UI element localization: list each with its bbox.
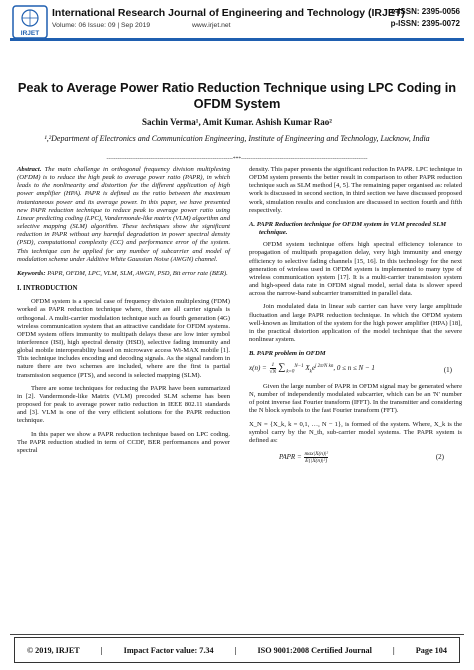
equation-1-body: x(n) = $\frac{1}{√N}$ $\sum_{k=0}^{N-1}$ $X_ke^{j 2\pi/N kn}$, 0 ≤ n ≤ N − 1 bbox=[249, 362, 375, 376]
section-b-paragraph-2: X_N = {X_k, k = 0,1, …, N − 1}, is formed of the system. Where, X_k is the symbol carry by the N_th, sub-carrier model systems. The PAPR system is defined as: bbox=[249, 420, 462, 444]
paper-affiliation: ¹,²Department of Electronics and Communication Engineering, Institute of Engineering and Technology, Lucknow, India bbox=[44, 134, 430, 143]
eissn: e-ISSN: 2395-0056 bbox=[391, 7, 460, 16]
intro-heading: I. INTRODUCTION bbox=[17, 285, 78, 293]
section-b-heading: B. PAPR problem in OFDM bbox=[249, 350, 326, 358]
abstract bbox=[17, 166, 230, 264]
logo-text: IRJET bbox=[20, 30, 40, 37]
footer-sep-2: | bbox=[234, 645, 237, 655]
section-a-paragraph-1: OFDM system technique offers high spectral efficiency tolerance to propagation of multipath propagation delay, very high immunity and energy efficiency to selective fading channels [15, 16]. In this technology for the next generation of wireless used in OFDM system is implemented to many type of wireless communication system [17]. It is a multi-carrier transmission system and high-speed data rate in OFDM signal model, serial data is slower speed across the narrow-band subcarrier transmitted in parallel data. bbox=[249, 241, 462, 298]
intro-paragraph-1: OFDM system is a special case of frequency division multiplexing (FDM) worked as PAPR reduction technique where, there are all carrier signals is orthogonal. A multi-carrier modulation technique such as fourth generation (4G) wireless communication system that an attractive candidate for OFDM systems. OFDM system offers immunity to multipath delays these are low inter symbol interference (ISI), high spectral density (HSD), selective fading immunity and global mobile interoperability based on microwave access Wi-MAX mobile [1]. This technique includes encoding and decoding signals. As the signal random in nature there are two schemes are included, where are the first is partial transmission sequence (PTS), and second is selected mapping (SLM). bbox=[17, 298, 230, 379]
footer-rule bbox=[10, 634, 464, 635]
paper-authors: Sachin Verma¹, Amit Kumar. Ashish Kumar Rao² bbox=[142, 117, 332, 127]
footer-sep-1: | bbox=[100, 645, 103, 655]
equation-2-number: (2) bbox=[435, 453, 444, 462]
equation-1 bbox=[249, 362, 462, 377]
journal-volume bbox=[52, 22, 231, 29]
paper-title: Peak to Average Power Ratio Reduction Technique using LPC Coding in OFDM System bbox=[17, 80, 457, 111]
journal-header bbox=[0, 0, 474, 44]
page-footer bbox=[14, 637, 460, 663]
footer-copyright: © 2019, IRJET bbox=[27, 645, 80, 655]
keywords-text: PAPR, OFDM, LPC, VLM, SLM, AWGN, PSD, Bit error rate (BER). bbox=[45, 269, 228, 277]
left-column bbox=[17, 166, 230, 460]
abstract-label: Abstract. bbox=[17, 166, 42, 173]
section-a-paragraph-2: Join modulated data in linear sub carrier can have very large amplitude fluctuation and large PAPR reduction technique. In which the OFDM system well-known as limitation of the system for the high power amplifier (HPA) [18], in the practical distortion application of the model technique that the severe nonlinear system. bbox=[249, 303, 462, 343]
footer-sep-3: | bbox=[392, 645, 395, 655]
footer-impact: Impact Factor value: 7.34 bbox=[123, 645, 214, 655]
section-b-paragraph-1: Given the large number of PAPR in OFDM signal may be generated where N, number of independently modulated subcarrier, which can be an 'N' number of point inverse fast Fourier transform (IFFT). In the transmitter and considering the N block symbols to the fast Fourier transform (FFT). bbox=[249, 382, 462, 415]
footer-page: Page 104 bbox=[415, 645, 447, 655]
journal-website[interactable]: www.irjet.net bbox=[192, 22, 231, 29]
section-separator: ---------------------------------------------------------------------***--------------------------------------------------------------------- bbox=[106, 156, 368, 162]
equation-2-body: PAPR = $\frac{\text{max|X(n)|²}}{\text{E\{|X(n)|²\}}}$ bbox=[279, 451, 329, 465]
abstract-text: The main challenge in orthogonal frequency division multiplexing (OFDM) is to reduce the high peak to average power ratio (PAPR), in which leads to the nonlinearity and distortion for the different application of high power amplifier (HPA). PAPR is defined as the ratio between the maximum instantaneous power and its average power. In this paper, we have presented new PAPR reduction technique to reduce peak to average power ratio using Linear predicting coding (LPC), Vandermonde-like matrix (VLM) algorithm and selective mapping (SLM) algorithm. These techniques show the significant reduction in PAPR without any harmful degradation in power spectral density (PSD), computational complexity (CC) and performance error of the system. This technique can be applied for any number of subcarrier and model of modulation scheme under Additive White Gaussian Noise (AWGN) channel. bbox=[17, 166, 230, 263]
equation-1-number: (1) bbox=[443, 365, 452, 374]
irjet-logo bbox=[12, 5, 48, 39]
right-paragraph-0: density. This paper presents the significant reduction In PAPR. LPC technique in OFDM system presents the better result in comparison to other PAPR reduction technique such as SLM method [4, 5]. The remaining paper organised as: related work is discussed in second section, in third section we have discussed proposed work, simulation results and conclusion are discussed in section fourth and fifth respectively. bbox=[249, 166, 462, 214]
keywords bbox=[17, 270, 230, 278]
footer-iso: ISO 9001:2008 Certified Journal bbox=[257, 645, 372, 655]
right-column bbox=[249, 166, 462, 470]
keywords-label: Keywords: bbox=[17, 269, 46, 277]
pissn: p-ISSN: 2395-0072 bbox=[390, 19, 460, 28]
header-rule bbox=[10, 38, 464, 41]
volume-issue: Volume: 06 Issue: 09 | Sep 2019 bbox=[52, 22, 151, 29]
intro-paragraph-3: In this paper we show a PAPR reduction technique based on LPC coding. The PAPR reduction studied in term of CCDF, BER performances and power spectral bbox=[17, 430, 230, 454]
journal-name: International Research Journal of Engineering and Technology (IRJET) bbox=[52, 7, 405, 19]
intro-paragraph-2: There are some techniques for reducing the PAPR have been summarized in [2]. Vandermonde-like Matrix (VLM) precoded SLM scheme has been proposed for peak to average power ratio reduction in IEEE 802.11 standards and [3]. VLM is one of the very efficient solutions for the PAPR reduction technique. bbox=[17, 384, 230, 425]
equation-2 bbox=[279, 451, 462, 464]
section-a-heading: A. PAPR Reduction technique for OFDM system in VLM precoded SLM technique. bbox=[249, 220, 447, 237]
